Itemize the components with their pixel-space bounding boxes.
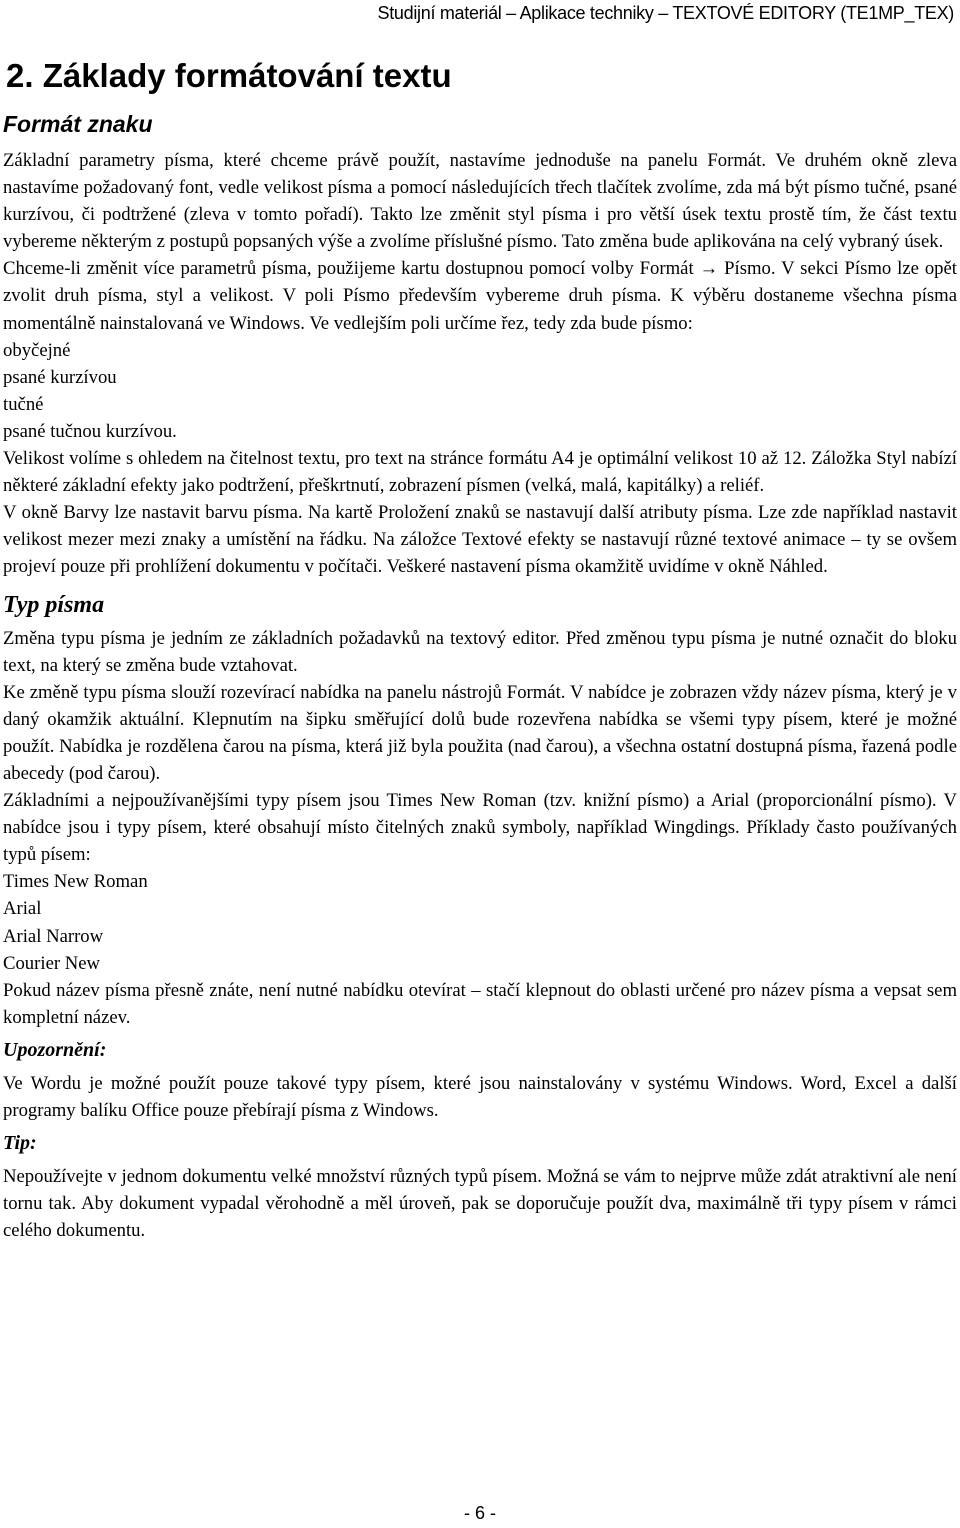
running-header: Studijní materiál – Aplikace techniky – TEXTOVÉ EDITORY (TE1MP_TEX) [377,3,954,23]
paragraph: Ke změně typu písma slouží rozevírací nabídka na panelu nástrojů Formát. V nabídce je zobrazen vždy název písma, který je v daný okamžik aktuální. Klepnutím na šipku směřující dolů bude rozevřena nabídka se všemi typy písem, které je možné použít. Nabídka je rozdělena čarou na písma, která již byla použita (nad čarou), a všechna ostatní dostupná písma, řazená podle abecedy (pod čarou). [3,681,957,784]
style-list-item: psané kurzívou [3,366,117,388]
font-list-item: Arial [3,898,42,920]
note-text: Ve Wordu je možné použít pouze takové typy písem, které jsou nainstalovány v systému Windows. Word, Excel a další programy balíku Office pouze přebírají písma z Windows. [3,1072,957,1121]
style-list-item: psané tučnou kurzívou. [3,420,177,442]
note-heading: Upozornění: [3,1038,107,1061]
paragraph: V okně Barvy lze nastavit barvu písma. Na kartě Proložení znaků se nastavují další atributy písma. Lze zde například nastavit velikost mezer mezi znaky a umístění na řádku. Na záložce Textové efekty se nastavují různé textové animace – ty se ovšem projeví pouze při prohlížení dokumentu v počítači. Veškeré nastavení písma okamžitě uvidíme v okně Náhled. [3,502,957,578]
font-list-item: Courier New [3,952,101,974]
paragraph: Pokud název písma přesně znáte, není nutné nabídku otevírat – stačí klepnout do oblasti určené pro název písma a vepsat sem kompletní název. [3,979,957,1028]
style-list-item: tučné [3,393,44,415]
section-heading-typ-pisma: Typ písma [3,591,105,618]
font-list-item: Times New Roman [3,871,148,893]
tip-text: Nepoužívejte v jednom dokumentu velké množství různých typů písem. Možná se vám to nejprve může zdát atraktivní ale není tornu tak. Aby dokument vypadal věrohodně a měl úroveň, pak se doporučuje použít dva, maximálně tři typy písem v rámci celého dokumentu. [3,1166,957,1242]
document-body [3,111,957,1244]
tip-heading: Tip: [3,1132,37,1155]
paragraph: Základními a nejpoužívanějšími typy písem jsou Times New Roman (tzv. knižní písmo) a Arial (proporcionální písmo). V nabídce jsou i typy písem, které obsahují místo čitelných znaků symboly, například Wingdings. Příklady často používaných typů písem: [3,790,957,866]
paragraph: Velikost volíme s ohledem na čitelnost textu, pro text na stránce formátu A4 je optimální velikost 10 až 12. Záložka Styl nabízí některé základní efekty jako podtržení, přeškrtnutí, zobrazení písmen (velká, malá, kapitálky) a reliéf. [3,448,957,497]
paragraph: Změna typu písma je jedním ze základních požadavků na textový editor. Před změnou typu písma je nutné označit do bloku text, na který se změna bude vztahovat. [3,627,957,676]
paragraph: Chceme-li změnit více parametrů písma, použijeme kartu dostupnou pomocí volby Formát → Písmo. V sekci Písmo lze opět zvolit druh písma, styl a velikost. V poli Písmo především vybereme druh písma. K výběru dostaneme všechna písma momentálně nainstalovaná ve Windows. Ve vedlejším poli určíme řez, tedy zda bude písmo: [3,258,957,334]
paragraph: Základní parametry písma, které chceme právě použít, nastavíme jednoduše na panelu Formát. Ve druhém okně zleva nastavíme požadovaný font, vedle velikost písma a pomocí následujících třech tlačítek zvolíme, zda má být písmo tučné, psané kurzívou, či podtržené (zleva v tomto pořadí). Takto lze změnit styl písma i pro větší úsek textu prostě tím, že část textu vybereme některým z postupů popsaných výše a zvolíme příslušné písmo. Tato změna bude aplikována na celý vybraný úsek. [3,150,957,253]
font-list-item: Arial Narrow [3,925,104,947]
section-heading-format-znaku: Formát znaku [3,111,153,137]
style-list-item: obyčejné [3,339,71,361]
chapter-title: 2. Základy formátování textu [6,57,452,94]
page-number: - 6 - [463,1503,496,1523]
